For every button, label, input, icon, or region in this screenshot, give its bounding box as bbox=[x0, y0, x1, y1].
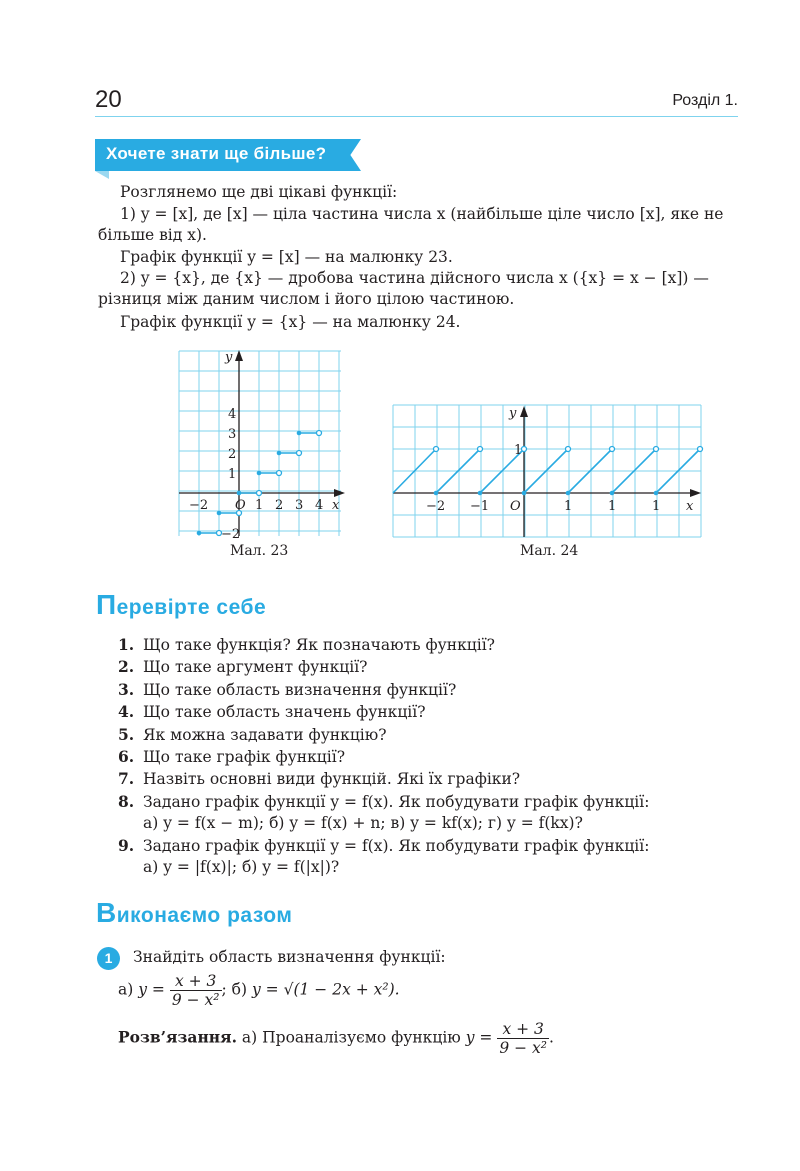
solution-text: а) Проаналізуємо функцію bbox=[236, 1028, 461, 1047]
question-number: 9. bbox=[118, 835, 135, 855]
y-axis-label: y bbox=[225, 350, 233, 365]
x-tick-label: 2 bbox=[275, 498, 284, 513]
figure-23 bbox=[170, 345, 350, 545]
question-number: 7. bbox=[118, 769, 135, 789]
banner-title: Хочете знати ще більше? bbox=[106, 144, 327, 163]
check-yourself-heading bbox=[96, 589, 266, 621]
sawtooth-closed-point bbox=[522, 491, 527, 496]
page-number: 20 bbox=[95, 86, 122, 113]
step-open-point bbox=[297, 451, 302, 456]
question-item bbox=[118, 679, 758, 701]
x-axis-label: x bbox=[332, 498, 340, 513]
question-text: Назвіть основні види функцій. Які їх графіки? bbox=[143, 770, 521, 789]
x-axis-label: x bbox=[686, 499, 694, 514]
step-closed-point bbox=[197, 531, 202, 536]
question-text: Що таке графік функції? bbox=[143, 748, 345, 767]
solution-y-equals: y = bbox=[465, 1028, 493, 1047]
banner-fold bbox=[95, 171, 109, 179]
question-item bbox=[118, 746, 758, 768]
question-list bbox=[118, 634, 758, 878]
figure-24-caption: Мал. 24 bbox=[520, 543, 579, 559]
y-tick-label: 3 bbox=[228, 427, 237, 442]
together-heading-initial: В bbox=[96, 897, 117, 928]
sawtooth-open-point bbox=[654, 447, 659, 452]
question-number: 3. bbox=[118, 679, 135, 699]
figure-24 bbox=[390, 400, 705, 540]
question-number: 6. bbox=[118, 747, 135, 767]
x-tick-label: 3 bbox=[295, 498, 304, 513]
sawtooth-closed-point bbox=[566, 491, 571, 496]
sawtooth-open-point bbox=[698, 447, 703, 452]
question-subitems: а) y = f(x − m); б) y = f(x) + n; в) y = kf(x); г) y = f(kx)? bbox=[143, 814, 583, 833]
x-tick-label: 1 bbox=[255, 498, 264, 513]
do-together-heading bbox=[96, 897, 292, 929]
sawtooth-open-point bbox=[610, 447, 615, 452]
intro-item-2: 2) y = {x}, де {x} — дробова частина дійсного числа x ({x} = x − [x]) — різниця між даним числом і його цілою частиною. bbox=[98, 269, 709, 308]
sawtooth-closed-point bbox=[654, 491, 659, 496]
intro-item-1-text: y = [x], де [x] — ціла частина числа x (найбільше ціле число [x], яке не більше від x). bbox=[98, 205, 724, 244]
x-tick-label: −2 bbox=[426, 499, 446, 514]
task-formulas bbox=[118, 972, 738, 1009]
y-tick-label: 1 bbox=[228, 467, 237, 482]
solution-label: Розв’язання. bbox=[118, 1027, 237, 1047]
header-divider bbox=[95, 116, 738, 117]
question-item bbox=[118, 791, 758, 813]
question-number: 5. bbox=[118, 724, 135, 744]
x-tick-label: O bbox=[235, 498, 246, 513]
part-b-formula: y = √(1 − 2x + x²). bbox=[251, 980, 400, 999]
question-item bbox=[118, 656, 758, 678]
question-item bbox=[118, 724, 758, 746]
part-a-label: а) bbox=[118, 980, 134, 999]
check-heading-initial: П bbox=[96, 589, 117, 620]
intro-item-1-num: 1) bbox=[120, 205, 141, 223]
x-tick-label: 1 bbox=[608, 499, 617, 514]
sawtooth-open-point bbox=[434, 447, 439, 452]
sawtooth-open-point bbox=[566, 447, 571, 452]
fraction-a bbox=[170, 972, 222, 1009]
question-number: 1. bbox=[118, 635, 135, 654]
question-item bbox=[118, 768, 758, 790]
x-tick-label: 4 bbox=[315, 498, 324, 513]
step-closed-point bbox=[297, 431, 302, 436]
x-tick-label: −2 bbox=[189, 498, 209, 513]
question-number: 2. bbox=[118, 657, 135, 677]
step-open-point bbox=[277, 471, 282, 476]
x-tick-label: −1 bbox=[470, 499, 490, 514]
step-closed-point bbox=[257, 471, 262, 476]
step-open-point bbox=[257, 491, 262, 496]
solution-fraction-numerator: x + 3 bbox=[497, 1020, 549, 1039]
sawtooth-closed-point bbox=[610, 491, 615, 496]
solution-fraction bbox=[497, 1020, 549, 1057]
y-tick-label: −2 bbox=[221, 527, 241, 542]
question-text: Задано графік функції y = f(x). Як побудувати графік функції: bbox=[143, 792, 650, 811]
step-open-point bbox=[317, 431, 322, 436]
sawtooth-open-point bbox=[478, 447, 483, 452]
x-tick-label: O bbox=[510, 499, 521, 514]
step-closed-point bbox=[237, 491, 242, 496]
x-tick-label: 1 bbox=[564, 499, 573, 514]
y-axis-label: y bbox=[509, 406, 517, 421]
question-text: Що таке функція? Як позначають функції? bbox=[143, 636, 495, 654]
section-label: Розділ 1. bbox=[672, 92, 738, 109]
question-text: Що таке область значень функції? bbox=[143, 703, 426, 722]
y-tick-label: 4 bbox=[228, 407, 237, 422]
solution-fraction-denominator: 9 − x² bbox=[499, 1039, 547, 1057]
part-separator: ; б) bbox=[221, 980, 248, 999]
solution-end: . bbox=[549, 1028, 554, 1047]
step-closed-point bbox=[277, 451, 282, 456]
question-text: Задано графік функції y = f(x). Як побудувати графік функції: bbox=[143, 836, 650, 855]
task-text: Знайдіть область визначення функції: bbox=[133, 948, 446, 966]
question-subitems: а) y = |f(x)|; б) y = f(|x|)? bbox=[143, 858, 340, 877]
question-text: Як можна задавати функцію? bbox=[143, 725, 387, 744]
question-item bbox=[118, 701, 758, 723]
y-equals: y = bbox=[138, 980, 165, 999]
sawtooth-closed-point bbox=[478, 491, 483, 496]
figure-23-caption: Мал. 23 bbox=[230, 543, 289, 559]
question-item bbox=[118, 835, 758, 857]
together-heading-rest: иконаємо разом bbox=[116, 904, 293, 927]
task-number-badge: 1 bbox=[97, 947, 120, 970]
step-closed-point bbox=[217, 511, 222, 516]
fraction-denominator: 9 − x² bbox=[171, 991, 220, 1009]
y-arrow bbox=[520, 406, 528, 417]
sawtooth-closed-point bbox=[434, 491, 439, 496]
x-tick-label: 1 bbox=[652, 499, 661, 514]
question-item bbox=[118, 634, 758, 656]
question-text: Що таке область визначення функції? bbox=[143, 680, 457, 699]
y-tick-label: 2 bbox=[228, 447, 237, 462]
intro-item-1 bbox=[98, 204, 740, 246]
intro-graph-1: Графік функції y = [x] — на малюнку 23. bbox=[120, 248, 453, 266]
question-number: 4. bbox=[118, 702, 135, 722]
intro-line: Розглянемо ще дві цікаві функції: bbox=[120, 183, 398, 201]
question-text: Що таке аргумент функції? bbox=[143, 658, 368, 677]
solution-line bbox=[118, 1020, 738, 1057]
y-tick-label: 1 bbox=[514, 443, 523, 458]
question-number: 8. bbox=[118, 791, 135, 811]
fraction-numerator: x + 3 bbox=[170, 972, 222, 991]
x-arrow bbox=[690, 489, 701, 497]
y-arrow bbox=[235, 350, 243, 361]
intro-graph-2: Графік функції y = {x} — на малюнку 24. bbox=[120, 313, 461, 331]
check-heading-rest: еревірте себе bbox=[116, 596, 267, 619]
